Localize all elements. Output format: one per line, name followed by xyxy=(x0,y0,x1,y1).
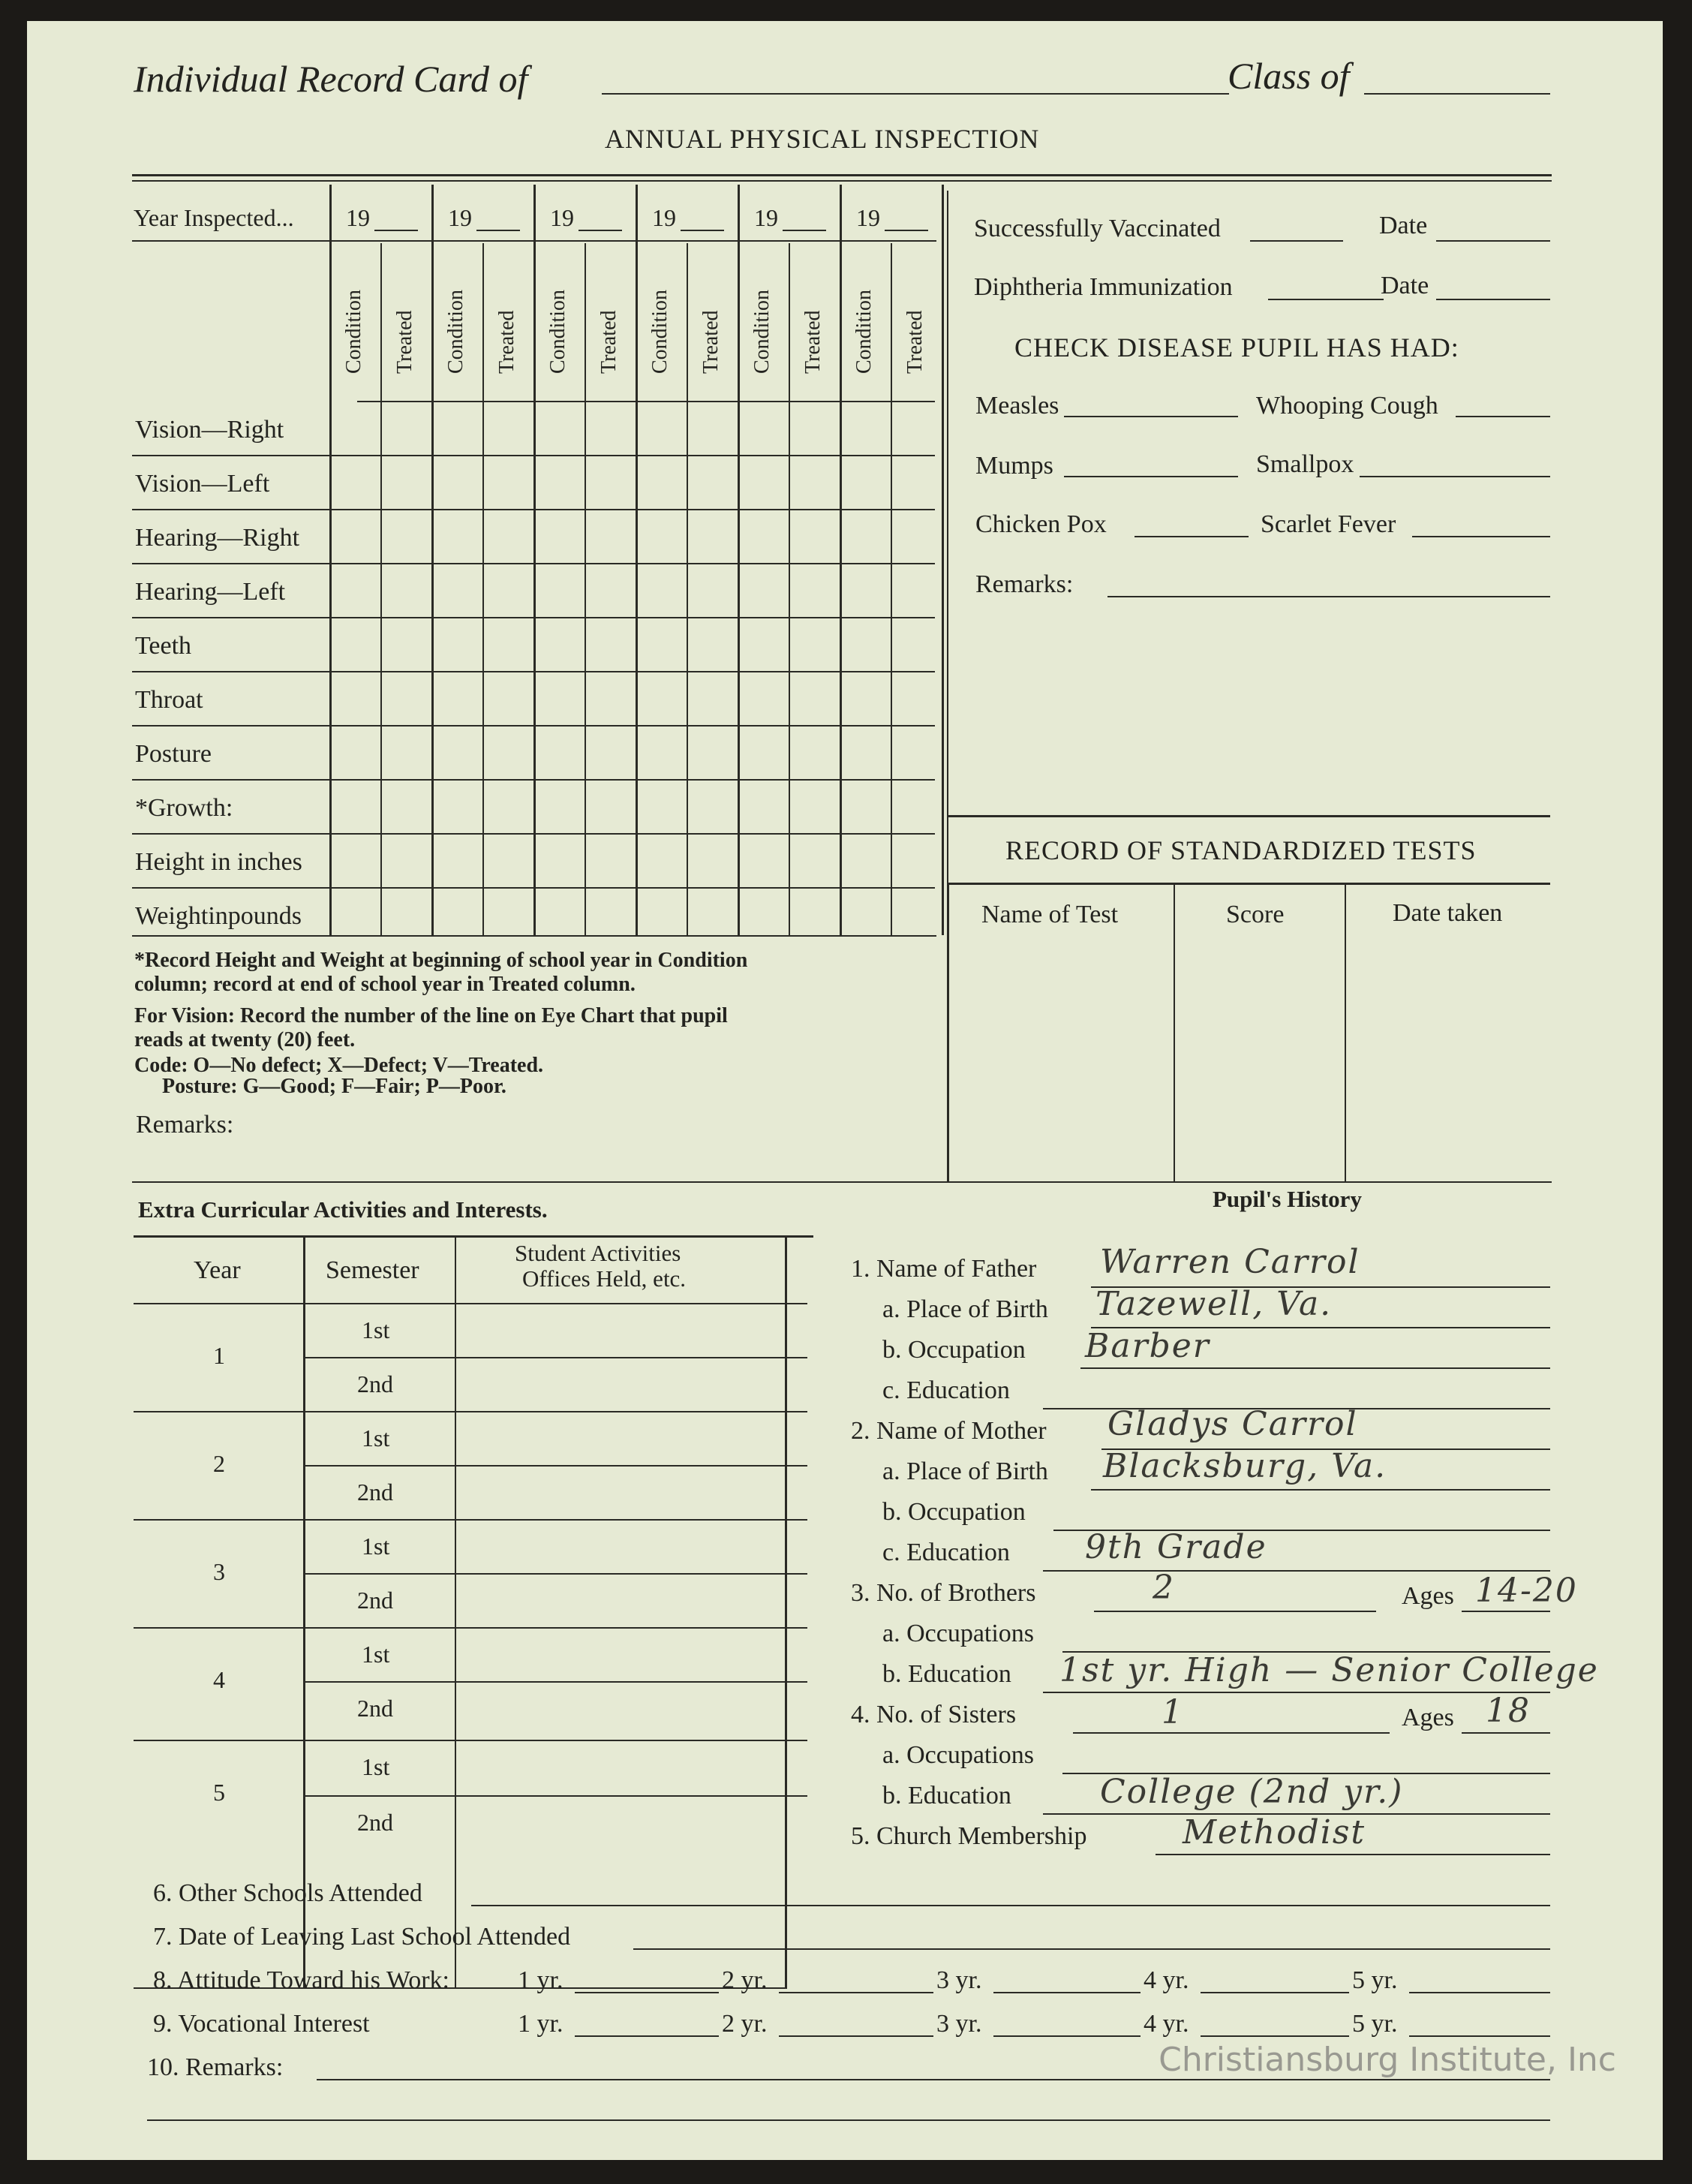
tests-col-score: Score xyxy=(1226,901,1285,928)
activity-year-5: 5 xyxy=(213,1779,225,1806)
semester-4-1st: 1st xyxy=(362,1641,390,1668)
year-blank-6 xyxy=(885,230,928,231)
immunization-remarks-label: Remarks: xyxy=(975,570,1074,598)
mother-label: 2. Name of Mother xyxy=(851,1417,1047,1445)
treated-header-6: Treated xyxy=(903,310,927,374)
check-disease-title: CHECK DISEASE PUPIL HAS HAD: xyxy=(1014,332,1459,362)
semester-5-2nd: 2nd xyxy=(357,1809,393,1836)
activity-year-4: 4 xyxy=(213,1666,225,1693)
attitude-yr4: 4 yr. xyxy=(1144,1966,1189,1994)
condition-header-6: Condition xyxy=(852,289,876,374)
vaccinated-date-label: Date xyxy=(1379,212,1428,239)
brothers-line xyxy=(1094,1611,1376,1612)
treated-header-3: Treated xyxy=(597,310,621,374)
row-label-4: Teeth xyxy=(135,632,192,660)
treated-header-1: Treated xyxy=(393,310,416,374)
condition-header-1: Condition xyxy=(342,289,365,374)
father-label-value: Warren Carrol xyxy=(1100,1243,1360,1281)
name-line xyxy=(602,93,1229,95)
attitude-yr5-line xyxy=(1409,1992,1550,1993)
diphtheria-label: Diphtheria Immunization xyxy=(974,273,1233,301)
father-edu-label: c. Education xyxy=(882,1376,1010,1404)
father-occ-label-value: Barber xyxy=(1085,1327,1210,1365)
diphtheria-date-label: Date xyxy=(1381,272,1429,299)
sisters-label: 4. No. of Sisters xyxy=(851,1701,1017,1728)
history-title: Pupil's History xyxy=(1213,1186,1362,1212)
sisters-ages-value: 18 xyxy=(1486,1692,1531,1730)
note-line-3: For Vision: Record the number of the line on Eye Chart that pupil xyxy=(134,1004,728,1027)
acts-div-3 xyxy=(785,1235,787,1987)
row-label-6: Posture xyxy=(135,740,212,768)
scarlet-label: Scarlet Fever xyxy=(1261,510,1396,538)
header-rule-2 xyxy=(132,180,1552,182)
row-rule-2 xyxy=(132,509,935,510)
attitude-yr2-line xyxy=(779,1992,933,1993)
record-card xyxy=(27,21,1663,2160)
note-line-6: Posture: G—Good; F—Fair; P—Poor. xyxy=(162,1075,506,1098)
row-rule-9 xyxy=(132,887,935,889)
measles-line xyxy=(1064,416,1238,417)
tests-col-date: Date taken xyxy=(1393,899,1503,927)
semester-4-2nd: 2nd xyxy=(357,1695,393,1722)
acts-div-2 xyxy=(455,1235,456,1987)
year-inspected-label: Year Inspected... xyxy=(134,204,294,231)
vocational-yr2: 2 yr. xyxy=(722,2010,768,2038)
attitude-yr3: 3 yr. xyxy=(936,1966,982,1994)
whooping-label: Whooping Cough xyxy=(1256,392,1438,420)
section-title-physical: ANNUAL PHYSICAL INSPECTION xyxy=(605,124,1040,154)
activities-title: Extra Curricular Activities and Interests. xyxy=(138,1196,548,1223)
semester-5-1st: 1st xyxy=(362,1753,390,1780)
physical-remarks-label: Remarks: xyxy=(136,1111,234,1139)
semester-1-2nd: 2nd xyxy=(357,1370,393,1397)
watermark: Christiansburg Institute, Inc xyxy=(1159,2041,1616,2079)
other-schools-line xyxy=(471,1905,1550,1906)
condition-header-5: Condition xyxy=(750,289,774,374)
grid-col-8 xyxy=(738,185,740,935)
row-label-7: *Growth: xyxy=(135,794,233,822)
vocational-yr1-line xyxy=(575,2035,719,2037)
sisters-ages-line xyxy=(1462,1732,1550,1734)
mother-edu-label-line xyxy=(1043,1570,1550,1572)
row-label-0: Vision—Right xyxy=(135,416,284,444)
row-rule-4 xyxy=(132,617,935,618)
activity-year-1: 1 xyxy=(213,1342,225,1369)
attitude-yr3-line xyxy=(993,1992,1141,1993)
year-header-1: 19 xyxy=(346,204,370,231)
diphtheria-date-line xyxy=(1436,299,1550,300)
note-line-4: reads at twenty (20) feet. xyxy=(134,1028,356,1051)
measles-label: Measles xyxy=(975,392,1059,420)
row-label-8: Height in inches xyxy=(135,848,302,876)
scarlet-line xyxy=(1412,536,1550,537)
whooping-line xyxy=(1456,416,1550,417)
father-birth-label-value: Tazewell, Va. xyxy=(1095,1285,1333,1323)
row-rule-6 xyxy=(132,725,935,726)
vocational-yr5: 5 yr. xyxy=(1352,2010,1398,2038)
acts-col-student-1: Student Activities xyxy=(515,1240,681,1266)
treated-header-5: Treated xyxy=(801,310,825,374)
row-label-9: Weightinpounds xyxy=(135,902,302,930)
grid-col-12 xyxy=(942,185,944,935)
semester-rule-4 xyxy=(134,1519,807,1521)
bottom-remarks-line xyxy=(317,2079,1550,2080)
brothers-label: 3. No. of Brothers xyxy=(851,1579,1036,1607)
vocational-yr4: 4 yr. xyxy=(1144,2010,1189,2038)
brothers-value: 2 xyxy=(1153,1569,1175,1607)
semester-rule-5 xyxy=(305,1573,807,1575)
tests-divider-1 xyxy=(1174,884,1175,1181)
year-header-6: 19 xyxy=(856,204,880,231)
acts-col-student-2: Offices Held, etc. xyxy=(522,1265,687,1292)
acts-top-rule xyxy=(134,1235,813,1238)
bottom-remarks-line-2 xyxy=(147,2119,1550,2121)
vocational-yr3-line xyxy=(993,2035,1141,2037)
mumps-line xyxy=(1064,476,1238,477)
mother-birth-label-value: Blacksburg, Va. xyxy=(1103,1447,1387,1485)
mother-occ-label: b. Occupation xyxy=(882,1498,1026,1526)
brothers-edu-label-value: 1st yr. High — Senior College xyxy=(1059,1651,1599,1689)
condition-header-2: Condition xyxy=(444,289,467,374)
semester-1-1st: 1st xyxy=(362,1316,390,1343)
vocational-yr3: 3 yr. xyxy=(936,2010,982,2038)
condition-header-4: Condition xyxy=(648,289,672,374)
acts-col-semester: Semester xyxy=(326,1256,419,1284)
sisters-line xyxy=(1073,1732,1390,1734)
brothers-ages-label: Ages xyxy=(1402,1582,1454,1610)
brothers-edu-label-line xyxy=(1043,1692,1550,1693)
church-label-value: Methodist xyxy=(1183,1813,1366,1852)
year-header-2: 19 xyxy=(448,204,472,231)
semester-rule-0 xyxy=(134,1303,807,1304)
vocational-yr1: 1 yr. xyxy=(518,2010,563,2038)
grid-col-9 xyxy=(789,243,790,935)
year-blank-5 xyxy=(783,230,826,231)
acts-div-1 xyxy=(303,1235,305,1987)
tests-title: RECORD OF STANDARDIZED TESTS xyxy=(1005,835,1477,865)
vocational-yr4-line xyxy=(1201,2035,1349,2037)
year-header-5: 19 xyxy=(754,204,778,231)
table-bottom-rule xyxy=(132,935,936,937)
sisters-edu-label: b. Education xyxy=(882,1782,1011,1809)
row-label-5: Throat xyxy=(135,686,203,714)
tests-header-rule xyxy=(947,883,1550,885)
attitude-label: 8. Attitude Toward his Work: xyxy=(153,1966,450,1994)
note-line-1: *Record Height and Weight at beginning of school year in Condition xyxy=(134,949,748,972)
grid-col-10 xyxy=(840,185,842,935)
smallpox-line xyxy=(1360,476,1550,477)
vocational-yr5-line xyxy=(1409,2035,1550,2037)
brothers-ages-value: 14-20 xyxy=(1475,1572,1578,1610)
attitude-yr1-line xyxy=(575,1992,719,1993)
activity-year-2: 2 xyxy=(213,1450,225,1477)
condition-header-3: Condition xyxy=(546,289,570,374)
treated-header-2: Treated xyxy=(495,310,518,374)
brothers-edu-label: b. Education xyxy=(882,1660,1011,1688)
date-leaving-label: 7. Date of Leaving Last School Attended xyxy=(153,1923,571,1951)
mother-birth-label-line xyxy=(1091,1489,1550,1491)
activity-year-3: 3 xyxy=(213,1558,225,1585)
row-label-1: Vision—Left xyxy=(135,470,270,498)
semester-2-1st: 1st xyxy=(362,1424,390,1451)
row-rule-5 xyxy=(132,671,935,672)
mother-label-value: Gladys Carrol xyxy=(1107,1405,1358,1443)
header-rule xyxy=(132,174,1552,176)
vaccinated-line xyxy=(1250,240,1343,242)
vocational-yr2-line xyxy=(779,2035,933,2037)
father-occ-label-line xyxy=(1080,1367,1550,1369)
tests-col-name: Name of Test xyxy=(981,901,1119,928)
row-rule-7 xyxy=(132,779,935,781)
grid-col-1 xyxy=(380,243,382,935)
semester-rule-9 xyxy=(305,1795,807,1797)
acts-col-year: Year xyxy=(194,1256,241,1284)
class-line xyxy=(1364,93,1550,95)
row-rule-0 xyxy=(357,401,935,402)
note-line-2: column; record at end of school year in Treated column. xyxy=(134,973,636,996)
row-rule-1 xyxy=(132,455,935,456)
mother-edu-label-value: 9th Grade xyxy=(1085,1528,1267,1566)
year-blank-2 xyxy=(476,230,520,231)
church-label: 5. Church Membership xyxy=(851,1822,1087,1850)
semester-rule-3 xyxy=(305,1465,807,1467)
immunization-remarks-line xyxy=(1107,596,1550,597)
year-blank-4 xyxy=(681,230,724,231)
semester-rule-6 xyxy=(134,1627,807,1629)
attitude-yr2: 2 yr. xyxy=(722,1966,768,1994)
father-label: 1. Name of Father xyxy=(851,1255,1037,1283)
vaccinated-date-line xyxy=(1436,240,1550,242)
chickenpox-line xyxy=(1135,536,1249,537)
semester-3-1st: 1st xyxy=(362,1533,390,1560)
sisters-value: 1 xyxy=(1162,1693,1184,1731)
grid-col-5 xyxy=(585,243,586,935)
row-label-2: Hearing—Right xyxy=(135,524,300,552)
grid-col-0 xyxy=(329,185,332,935)
year-blank-3 xyxy=(579,230,622,231)
semester-3-2nd: 2nd xyxy=(357,1587,393,1614)
mother-edu-label: c. Education xyxy=(882,1539,1010,1566)
tests-left-border xyxy=(947,883,949,1181)
grid-col-11 xyxy=(891,243,892,935)
semester-rule-1 xyxy=(305,1357,807,1358)
year-header-4: 19 xyxy=(652,204,676,231)
sisters-occ-label: a. Occupations xyxy=(882,1741,1035,1769)
father-birth-label: a. Place of Birth xyxy=(882,1295,1048,1323)
date-leaving-line xyxy=(633,1948,1550,1950)
chickenpox-label: Chicken Pox xyxy=(975,510,1107,538)
attitude-yr1: 1 yr. xyxy=(518,1966,563,1994)
sisters-edu-label-value: College (2nd yr.) xyxy=(1100,1773,1404,1811)
father-occ-label: b. Occupation xyxy=(882,1336,1026,1364)
mother-birth-label: a. Place of Birth xyxy=(882,1458,1048,1485)
brothers-occ-label: a. Occupations xyxy=(882,1620,1035,1647)
card-title: Individual Record Card of xyxy=(134,58,528,100)
class-of-label: Class of xyxy=(1228,55,1350,97)
semester-rule-2 xyxy=(134,1411,807,1412)
year-blank-1 xyxy=(374,230,418,231)
semester-2-2nd: 2nd xyxy=(357,1479,393,1506)
other-schools-label: 6. Other Schools Attended xyxy=(153,1879,422,1907)
row-rule-8 xyxy=(132,833,935,835)
treated-header-4: Treated xyxy=(699,310,723,374)
vaccinated-label: Successfully Vaccinated xyxy=(974,215,1221,242)
vocational-label: 9. Vocational Interest xyxy=(153,2010,370,2038)
semester-rule-8 xyxy=(134,1740,807,1741)
mumps-label: Mumps xyxy=(975,452,1053,480)
attitude-yr4-line xyxy=(1201,1992,1349,1993)
grid-col-4 xyxy=(533,185,536,935)
year-header-3: 19 xyxy=(550,204,574,231)
row-label-3: Hearing—Left xyxy=(135,578,286,606)
row-rule-3 xyxy=(132,563,935,564)
tests-top-rule xyxy=(947,815,1550,817)
sisters-ages-label: Ages xyxy=(1402,1704,1454,1731)
tests-divider-2 xyxy=(1345,884,1346,1181)
activities-top-rule xyxy=(132,1181,1552,1183)
smallpox-label: Smallpox xyxy=(1256,450,1354,478)
attitude-yr5: 5 yr. xyxy=(1352,1966,1398,1994)
diphtheria-line xyxy=(1268,299,1384,300)
grid-col-2 xyxy=(431,185,434,935)
note-line-5: Code: O—No defect; X—Defect; V—Treated. xyxy=(134,1054,544,1077)
grid-col-3 xyxy=(482,243,484,935)
church-label-line xyxy=(1156,1854,1550,1855)
semester-rule-7 xyxy=(305,1681,807,1683)
grid-col-7 xyxy=(687,243,688,935)
brothers-ages-line xyxy=(1462,1611,1550,1612)
bottom-remarks-label: 10. Remarks: xyxy=(147,2053,284,2081)
grid-col-6 xyxy=(636,185,638,935)
